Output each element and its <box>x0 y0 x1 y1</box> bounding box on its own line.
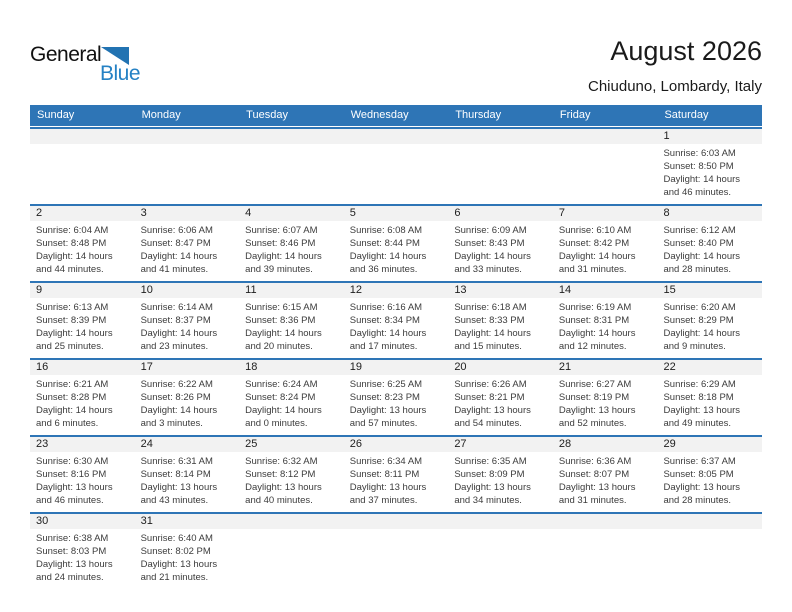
daylight-text: Daylight: 14 hours and 31 minutes. <box>558 251 636 275</box>
sunset-text: Sunset: 8:14 PM <box>140 469 211 480</box>
day-details <box>553 375 658 435</box>
day-number: 27 <box>448 437 553 452</box>
sunset-text: Sunset: 8:09 PM <box>454 469 525 480</box>
weekday-header-thursday: Thursday <box>455 109 502 121</box>
daylight-text: Daylight: 14 hours and 6 minutes. <box>36 405 113 429</box>
daylight-text: Daylight: 13 hours and 49 minutes. <box>663 405 741 429</box>
sunrise-text: Sunrise: 6:26 AM <box>454 379 527 390</box>
day-cell-26 <box>344 437 449 512</box>
daylight-text: Daylight: 13 hours and 54 minutes. <box>454 405 531 429</box>
daylight-text: Daylight: 13 hours and 24 minutes. <box>36 559 113 583</box>
sunrise-text: Sunrise: 6:32 AM <box>245 456 318 467</box>
weekday-header-wednesday: Wednesday <box>350 109 409 121</box>
day-cell-18 <box>239 360 344 435</box>
day-cell-empty <box>553 129 658 204</box>
sunrise-text: Sunrise: 6:31 AM <box>140 456 213 467</box>
daylight-text: Daylight: 14 hours and 46 minutes. <box>663 174 741 198</box>
day-cell-empty <box>239 514 344 589</box>
day-number: 16 <box>30 360 135 375</box>
sunrise-text: Sunrise: 6:34 AM <box>349 456 423 467</box>
sunrise-text: Sunrise: 6:30 AM <box>36 456 109 467</box>
day-cell-empty <box>553 514 658 589</box>
day-details <box>239 144 344 204</box>
day-details <box>135 144 240 204</box>
sunrise-text: Sunrise: 6:21 AM <box>36 379 109 390</box>
day-number: 3 <box>135 206 240 221</box>
day-number: 23 <box>30 437 135 452</box>
sunrise-text: Sunrise: 6:38 AM <box>36 533 109 544</box>
daylight-text: Daylight: 14 hours and 23 minutes. <box>140 328 218 352</box>
day-cell-2 <box>30 206 135 281</box>
sunset-text: Sunset: 8:05 PM <box>663 469 734 480</box>
sunrise-text: Sunrise: 6:06 AM <box>140 225 213 236</box>
day-cell-28 <box>553 437 658 512</box>
day-cell-5 <box>344 206 449 281</box>
sunset-text: Sunset: 8:33 PM <box>454 315 525 326</box>
day-number: 9 <box>30 283 135 298</box>
day-cell-9 <box>30 283 135 358</box>
calendar-weeks <box>30 127 762 589</box>
day-details <box>30 298 135 358</box>
sunrise-text: Sunrise: 6:03 AM <box>663 148 736 159</box>
daylight-text: Daylight: 14 hours and 41 minutes. <box>140 251 218 275</box>
daylight-text: Daylight: 13 hours and 57 minutes. <box>349 405 427 429</box>
week-row <box>30 512 762 589</box>
daylight-text: Daylight: 14 hours and 36 minutes. <box>349 251 427 275</box>
day-number: 4 <box>239 206 344 221</box>
sunset-text: Sunset: 8:40 PM <box>663 238 734 249</box>
day-cell-3 <box>135 206 240 281</box>
day-number: 26 <box>344 437 449 452</box>
day-cell-16 <box>30 360 135 435</box>
sunset-text: Sunset: 8:43 PM <box>454 238 525 249</box>
day-cell-empty <box>448 129 553 204</box>
day-number: 21 <box>553 360 658 375</box>
day-number: 22 <box>657 360 762 375</box>
day-details <box>657 529 762 589</box>
general-blue-logo <box>30 44 170 83</box>
sunrise-text: Sunrise: 6:15 AM <box>245 302 318 313</box>
day-cell-1 <box>657 129 762 204</box>
day-details <box>30 529 135 589</box>
day-details <box>553 221 658 281</box>
day-details <box>30 144 135 204</box>
day-number: 11 <box>239 283 344 298</box>
daylight-text: Daylight: 14 hours and 28 minutes. <box>663 251 741 275</box>
sunset-text: Sunset: 8:03 PM <box>36 546 107 557</box>
sunset-text: Sunset: 8:50 PM <box>663 161 734 172</box>
day-cell-31 <box>135 514 240 589</box>
day-details <box>239 452 344 512</box>
day-number: 2 <box>30 206 135 221</box>
sunrise-text: Sunrise: 6:36 AM <box>558 456 632 467</box>
day-details <box>135 298 240 358</box>
day-cell-7 <box>553 206 658 281</box>
daylight-text: Daylight: 13 hours and 40 minutes. <box>245 482 322 506</box>
day-details <box>448 221 553 281</box>
sunset-text: Sunset: 8:28 PM <box>36 392 107 403</box>
day-cell-13 <box>448 283 553 358</box>
day-number: 25 <box>239 437 344 452</box>
day-cell-empty <box>135 129 240 204</box>
sunrise-text: Sunrise: 6:14 AM <box>140 302 213 313</box>
day-cell-6 <box>448 206 553 281</box>
sunset-text: Sunset: 8:07 PM <box>558 469 630 480</box>
daylight-text: Daylight: 13 hours and 28 minutes. <box>663 482 741 506</box>
day-cell-empty <box>30 129 135 204</box>
daylight-text: Daylight: 13 hours and 46 minutes. <box>36 482 113 506</box>
day-details <box>657 375 762 435</box>
sunset-text: Sunset: 8:26 PM <box>140 392 211 403</box>
sunrise-text: Sunrise: 6:13 AM <box>36 302 109 313</box>
weekday-header-sunday: Sunday <box>37 109 75 121</box>
daylight-text: Daylight: 13 hours and 34 minutes. <box>454 482 531 506</box>
weekday-header-monday: Monday <box>141 109 181 121</box>
day-details <box>239 298 344 358</box>
daylight-text: Daylight: 14 hours and 33 minutes. <box>454 251 531 275</box>
sunrise-text: Sunrise: 6:40 AM <box>140 533 213 544</box>
day-details <box>657 452 762 512</box>
day-details <box>448 375 553 435</box>
sunset-text: Sunset: 8:18 PM <box>663 392 734 403</box>
day-cell-20 <box>448 360 553 435</box>
daylight-text: Daylight: 14 hours and 9 minutes. <box>663 328 741 352</box>
day-details <box>344 144 449 204</box>
location-subtitle: Chiuduno, Lombardy, Italy <box>588 78 762 95</box>
day-cell-15 <box>657 283 762 358</box>
sunrise-text: Sunrise: 6:16 AM <box>349 302 423 313</box>
day-cell-27 <box>448 437 553 512</box>
day-number <box>135 129 240 144</box>
daylight-text: Daylight: 13 hours and 37 minutes. <box>349 482 427 506</box>
sunrise-text: Sunrise: 6:10 AM <box>558 225 632 236</box>
sunset-text: Sunset: 8:11 PM <box>349 469 420 480</box>
sunset-text: Sunset: 8:16 PM <box>36 469 107 480</box>
day-cell-8 <box>657 206 762 281</box>
day-number: 1 <box>657 129 762 144</box>
day-cell-11 <box>239 283 344 358</box>
day-cell-30 <box>30 514 135 589</box>
day-details <box>553 452 658 512</box>
day-number <box>448 514 553 529</box>
daylight-text: Daylight: 13 hours and 52 minutes. <box>558 405 636 429</box>
day-cell-empty <box>239 129 344 204</box>
day-details <box>135 221 240 281</box>
page-header <box>30 0 762 96</box>
daylight-text: Daylight: 13 hours and 43 minutes. <box>140 482 218 506</box>
weekday-header-saturday: Saturday <box>664 109 709 121</box>
daylight-text: Daylight: 14 hours and 39 minutes. <box>245 251 322 275</box>
day-cell-12 <box>344 283 449 358</box>
day-details <box>135 452 240 512</box>
week-row <box>30 435 762 512</box>
sunrise-text: Sunrise: 6:04 AM <box>36 225 109 236</box>
sunrise-text: Sunrise: 6:37 AM <box>663 456 736 467</box>
day-number: 13 <box>448 283 553 298</box>
sunrise-text: Sunrise: 6:18 AM <box>454 302 527 313</box>
day-details <box>135 375 240 435</box>
daylight-text: Daylight: 14 hours and 20 minutes. <box>245 328 322 352</box>
day-details <box>448 144 553 204</box>
day-details <box>30 452 135 512</box>
sunset-text: Sunset: 8:34 PM <box>349 315 420 326</box>
day-number <box>657 514 762 529</box>
sunset-text: Sunset: 8:37 PM <box>140 315 211 326</box>
day-number: 30 <box>30 514 135 529</box>
day-number: 19 <box>344 360 449 375</box>
day-cell-14 <box>553 283 658 358</box>
day-details <box>344 452 449 512</box>
day-details <box>657 298 762 358</box>
sunset-text: Sunset: 8:39 PM <box>36 315 107 326</box>
day-number: 14 <box>553 283 658 298</box>
day-number <box>239 514 344 529</box>
day-details <box>344 298 449 358</box>
day-number <box>239 129 344 144</box>
day-number: 8 <box>657 206 762 221</box>
day-details <box>344 529 449 589</box>
weekday-header-friday: Friday <box>559 109 591 121</box>
sunrise-text: Sunrise: 6:20 AM <box>663 302 736 313</box>
day-details <box>344 375 449 435</box>
day-number: 20 <box>448 360 553 375</box>
day-details <box>30 221 135 281</box>
day-details <box>448 529 553 589</box>
day-details <box>448 298 553 358</box>
day-details <box>239 529 344 589</box>
week-row <box>30 358 762 435</box>
day-number <box>448 129 553 144</box>
sunrise-text: Sunrise: 6:25 AM <box>349 379 423 390</box>
logo-text-general: General <box>30 43 102 66</box>
sunset-text: Sunset: 8:24 PM <box>245 392 316 403</box>
day-cell-empty <box>344 514 449 589</box>
daylight-text: Daylight: 14 hours and 44 minutes. <box>36 251 113 275</box>
sunrise-text: Sunrise: 6:19 AM <box>558 302 632 313</box>
day-details <box>553 529 658 589</box>
sunrise-text: Sunrise: 6:29 AM <box>663 379 736 390</box>
title-block <box>588 36 762 96</box>
sunrise-text: Sunrise: 6:08 AM <box>349 225 423 236</box>
day-number: 6 <box>448 206 553 221</box>
day-number: 28 <box>553 437 658 452</box>
day-cell-21 <box>553 360 658 435</box>
day-number <box>344 129 449 144</box>
sunset-text: Sunset: 8:44 PM <box>349 238 420 249</box>
sunset-text: Sunset: 8:42 PM <box>558 238 630 249</box>
sunset-text: Sunset: 8:48 PM <box>36 238 107 249</box>
sunrise-text: Sunrise: 6:12 AM <box>663 225 736 236</box>
day-number: 29 <box>657 437 762 452</box>
day-details <box>657 221 762 281</box>
sunrise-text: Sunrise: 6:22 AM <box>140 379 213 390</box>
day-details <box>657 144 762 204</box>
day-details <box>553 298 658 358</box>
sunset-text: Sunset: 8:02 PM <box>140 546 211 557</box>
sunset-text: Sunset: 8:29 PM <box>663 315 734 326</box>
day-cell-empty <box>448 514 553 589</box>
day-details <box>30 375 135 435</box>
daylight-text: Daylight: 14 hours and 25 minutes. <box>36 328 113 352</box>
logo-text-blue: Blue <box>100 62 141 85</box>
day-details <box>239 375 344 435</box>
daylight-text: Daylight: 14 hours and 12 minutes. <box>558 328 636 352</box>
day-cell-22 <box>657 360 762 435</box>
day-cell-23 <box>30 437 135 512</box>
sunset-text: Sunset: 8:23 PM <box>349 392 420 403</box>
daylight-text: Daylight: 14 hours and 15 minutes. <box>454 328 531 352</box>
day-number: 12 <box>344 283 449 298</box>
sunset-text: Sunset: 8:36 PM <box>245 315 316 326</box>
day-cell-25 <box>239 437 344 512</box>
daylight-text: Daylight: 13 hours and 31 minutes. <box>558 482 636 506</box>
sunrise-text: Sunrise: 6:09 AM <box>454 225 527 236</box>
sunrise-text: Sunrise: 6:27 AM <box>558 379 632 390</box>
day-number: 18 <box>239 360 344 375</box>
sunset-text: Sunset: 8:47 PM <box>140 238 211 249</box>
weekday-header-row <box>30 105 762 126</box>
daylight-text: Daylight: 14 hours and 0 minutes. <box>245 405 322 429</box>
week-row <box>30 281 762 358</box>
day-number: 17 <box>135 360 240 375</box>
day-number: 15 <box>657 283 762 298</box>
daylight-text: Daylight: 14 hours and 17 minutes. <box>349 328 427 352</box>
sunset-text: Sunset: 8:46 PM <box>245 238 316 249</box>
weekday-header-tuesday: Tuesday <box>246 109 288 121</box>
page-title: August 2026 <box>610 36 762 66</box>
day-cell-empty <box>657 514 762 589</box>
day-cell-19 <box>344 360 449 435</box>
day-details <box>239 221 344 281</box>
day-number <box>553 514 658 529</box>
day-number: 31 <box>135 514 240 529</box>
day-cell-29 <box>657 437 762 512</box>
day-number: 24 <box>135 437 240 452</box>
day-cell-10 <box>135 283 240 358</box>
week-row <box>30 127 762 204</box>
day-number: 10 <box>135 283 240 298</box>
day-cell-24 <box>135 437 240 512</box>
sunrise-text: Sunrise: 6:24 AM <box>245 379 318 390</box>
day-cell-17 <box>135 360 240 435</box>
daylight-text: Daylight: 14 hours and 3 minutes. <box>140 405 218 429</box>
day-details <box>135 529 240 589</box>
day-number <box>30 129 135 144</box>
day-cell-empty <box>344 129 449 204</box>
day-cell-4 <box>239 206 344 281</box>
sunset-text: Sunset: 8:12 PM <box>245 469 316 480</box>
week-row <box>30 204 762 281</box>
day-details <box>344 221 449 281</box>
sunset-text: Sunset: 8:21 PM <box>454 392 525 403</box>
day-number: 5 <box>344 206 449 221</box>
calendar <box>30 105 762 589</box>
day-details <box>448 452 553 512</box>
sunrise-text: Sunrise: 6:07 AM <box>245 225 318 236</box>
day-number <box>553 129 658 144</box>
sunrise-text: Sunrise: 6:35 AM <box>454 456 527 467</box>
day-details <box>553 144 658 204</box>
day-number: 7 <box>553 206 658 221</box>
daylight-text: Daylight: 13 hours and 21 minutes. <box>140 559 218 583</box>
sunset-text: Sunset: 8:31 PM <box>558 315 630 326</box>
day-number <box>344 514 449 529</box>
sunset-text: Sunset: 8:19 PM <box>558 392 630 403</box>
